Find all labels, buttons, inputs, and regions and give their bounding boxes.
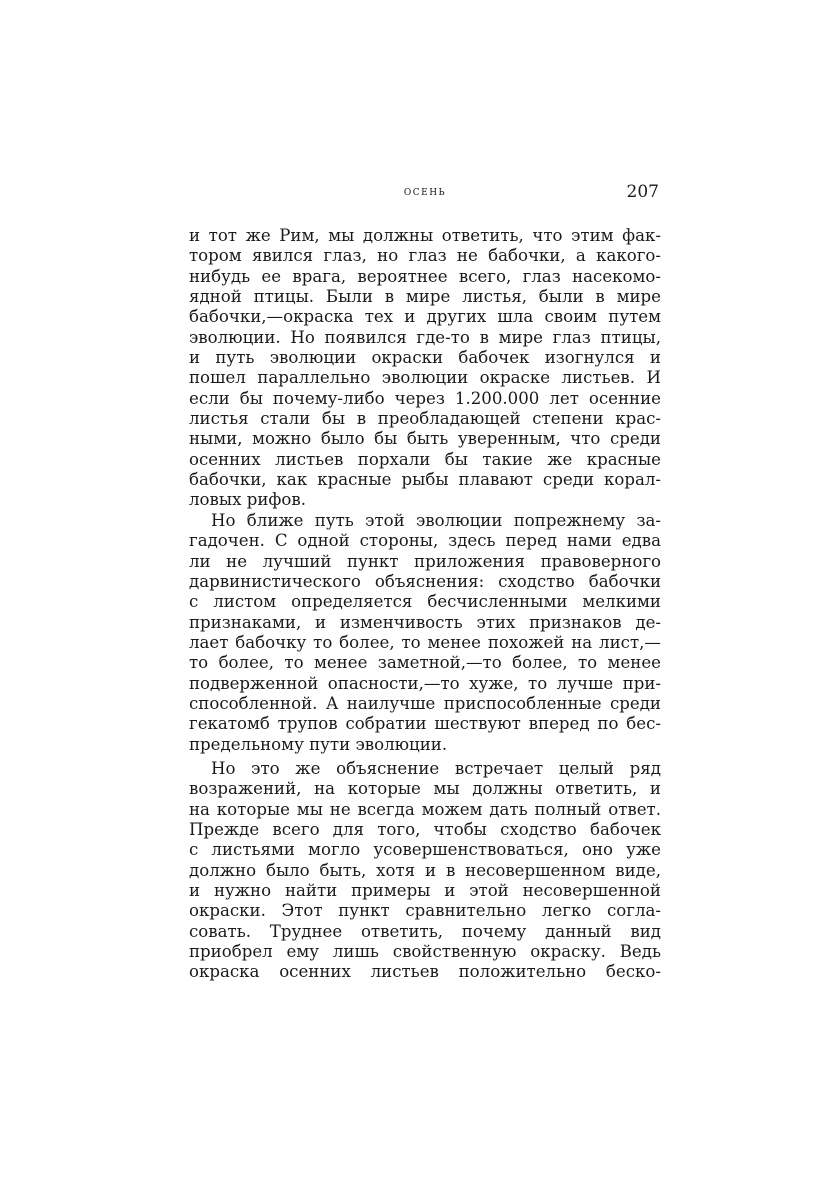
text-line: Но ближе путь этой эволюции попрежнему за-: [211, 510, 661, 530]
page-number: 207: [626, 182, 659, 202]
text-line: способленной. А наилучше приспособленные среди: [189, 693, 661, 713]
text-line: листья стали бы в преобладающей степени крас-: [189, 409, 661, 429]
text-line: Прежде всего для того, чтобы сходство бабочек: [189, 819, 661, 839]
text-line: Но это же объяснение встречает целый ряд: [211, 758, 661, 778]
text-line: бабочки, как красные рыбы плавают среди корал-: [189, 470, 661, 490]
text-line: гадочен. С одной стороны, здесь перед нами едва: [189, 531, 661, 551]
text-line: если бы почему-либо через 1.200.000 лет осенние: [189, 388, 661, 408]
text-line: то более, то менее заметной,—то более, то менее: [189, 653, 661, 673]
text-line: на которые мы не всегда можем дать полный ответ.: [189, 799, 661, 819]
text-line: окраски. Этот пункт сравнительно легко согла-: [189, 901, 661, 921]
text-line: нибудь ее врага, вероятнее всего, глаз насекомо-: [189, 266, 661, 286]
text-line: ли не лучший пункт приложения правоверного: [189, 551, 661, 571]
text-line: и путь эволюции окраски бабочек изогнулся и: [189, 348, 661, 368]
running-title: осень: [403, 184, 447, 199]
text-line: возражений, на которые мы должны ответить, и: [189, 779, 661, 799]
text-line: окраска осенних листьев положительно беско-: [189, 962, 661, 982]
text-line: лает бабочку то более, то менее похожей на лист,—: [189, 632, 661, 652]
text-line: признаками, и изменчивость этих признаков де-: [189, 612, 661, 632]
text-line: гекатомб трупов собратии шествуют вперед по бес-: [189, 714, 661, 734]
running-head: [189, 184, 661, 206]
text-line: подверженной опасности,—то хуже, то лучше при-: [189, 673, 661, 693]
body-text: [189, 226, 661, 983]
text-line: ными, можно было бы быть уверенным, что среди: [189, 429, 661, 449]
text-line: с листьями могло усовершенствоваться, оно уже: [189, 840, 661, 860]
text-line: и нужно найти примеры и этой несовершенной: [189, 881, 661, 900]
text-line: и тот же Рим, мы должны ответить, что этим фак-: [189, 226, 661, 245]
text-line: предельному пути эволюции.: [189, 734, 448, 754]
text-line: совать. Труднее ответить, почему данный вид: [189, 921, 661, 941]
text-line: бабочки,—окраска тех и других шла своим путем: [189, 307, 661, 327]
text-line: с листом определяется бесчисленными мелкими: [189, 592, 661, 612]
text-line: ядной птицы. Были в мире листья, были в мире: [189, 287, 661, 307]
text-line: должно было быть, хотя и в несовершенном виде,: [189, 860, 661, 880]
text-line: тором явился глаз, но глаз не бабочки, а какого-: [189, 246, 661, 266]
text-line: дарвинистического объяснения: сходство бабочки: [189, 571, 661, 591]
text-line: эволюции. Но появился где-то в мире глаз птицы,: [189, 327, 661, 347]
text-line: приобрел ему лишь свойственную окраску. Ведь: [189, 942, 661, 962]
text-line: пошел параллельно эволюции окраске листьев. И: [189, 368, 661, 388]
text-line: ловых рифов.: [189, 490, 306, 510]
text-line: осенних листьев порхали бы такие же красные: [189, 449, 661, 469]
